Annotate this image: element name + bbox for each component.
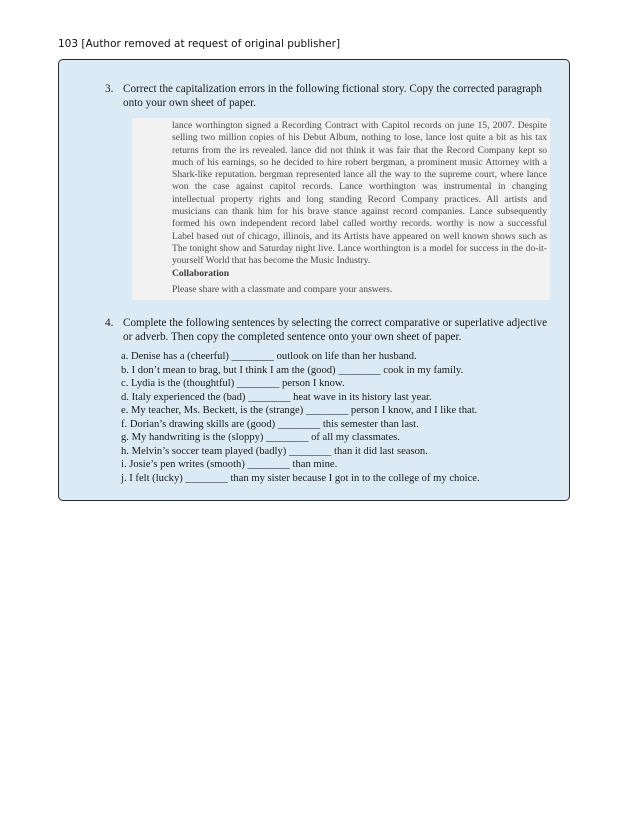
sentence-item: c. Lydia is the (thoughtful) ________ person I know.: [121, 378, 345, 389]
sentence-item: a. Denise has a (cheerful) ________ outlook on life than her husband.: [121, 351, 417, 362]
sentence-item: f. Dorian’s drawing skills are (good) ________ this semester than last.: [121, 418, 419, 430]
question-4-prompt: Complete the following sentences by selecting the correct comparative or superlative adjective or adverb. Then copy the completed sentence onto your own sheet of paper.: [123, 317, 548, 343]
collaboration-text: Please share with a classmate and compare your answers.: [172, 283, 393, 295]
sentence-item: j. I felt (lucky) ________ than my sister because I got in to the college of my choice.: [121, 472, 480, 484]
sentence-item: e. My teacher, Ms. Beckett, is the (strange) ________ person I know, and I like that.: [121, 405, 478, 416]
sentence-item: g. My handwriting is the (sloppy) ________ of all my classmates.: [121, 432, 400, 443]
story-panel: [132, 118, 550, 300]
question-3-prompt: Correct the capitalization errors in the following fictional story. Copy the corrected paragraph onto your own sheet of paper.: [123, 83, 542, 109]
sentence-item: b. I don’t mean to brag, but I think I am the (good) ________ cook in my family.: [121, 364, 464, 376]
story-text: lance worthington signed a Recording Contract with Capitol records on june 15, 2007. Despite selling two million copies of his Debut Album, nothing to lose, lance lost quite a bit as his tax returns from the irs revealed. lance did not think it was fair that the Record Company kept so much of his earnings, so he decided to hire robert bergman, a prominent music Attorney with a Shark-like reputation. bergman represented lance all the way to the supreme court, where lance won the case against capitol records. Lance worthington was instrumental in changing intellectual property rights and long standing Record Company practices. All artists and musicians can thank him for his brave stance against record companies. Lance subsequently formed his own independent record label called worthy records. worthy is now a successful Label based out of chicago, illinois, and its Artists have appeared on well known shows such as The tonight show and Saturday night live. Lance worthington is a model for success in the do-it-yourself World that has become the Music Industry.: [172, 120, 547, 267]
question-4-number: 4.: [105, 317, 114, 329]
sentence-list: [121, 350, 561, 485]
question-3-number: 3.: [105, 83, 114, 95]
sentence-item: d. Italy experienced the (bad) ________ heat wave in its history last year.: [121, 391, 432, 403]
collaboration-title: Collaboration: [172, 267, 230, 279]
sentence-item: i. Josie’s pen writes (smooth) ________ than mine.: [121, 459, 338, 470]
page-header: 103 [Author removed at request of original publisher]: [58, 38, 341, 50]
exercise-box: [58, 59, 570, 501]
sentence-item: h. Melvin’s soccer team played (badly) ________ than it did last season.: [121, 445, 428, 457]
